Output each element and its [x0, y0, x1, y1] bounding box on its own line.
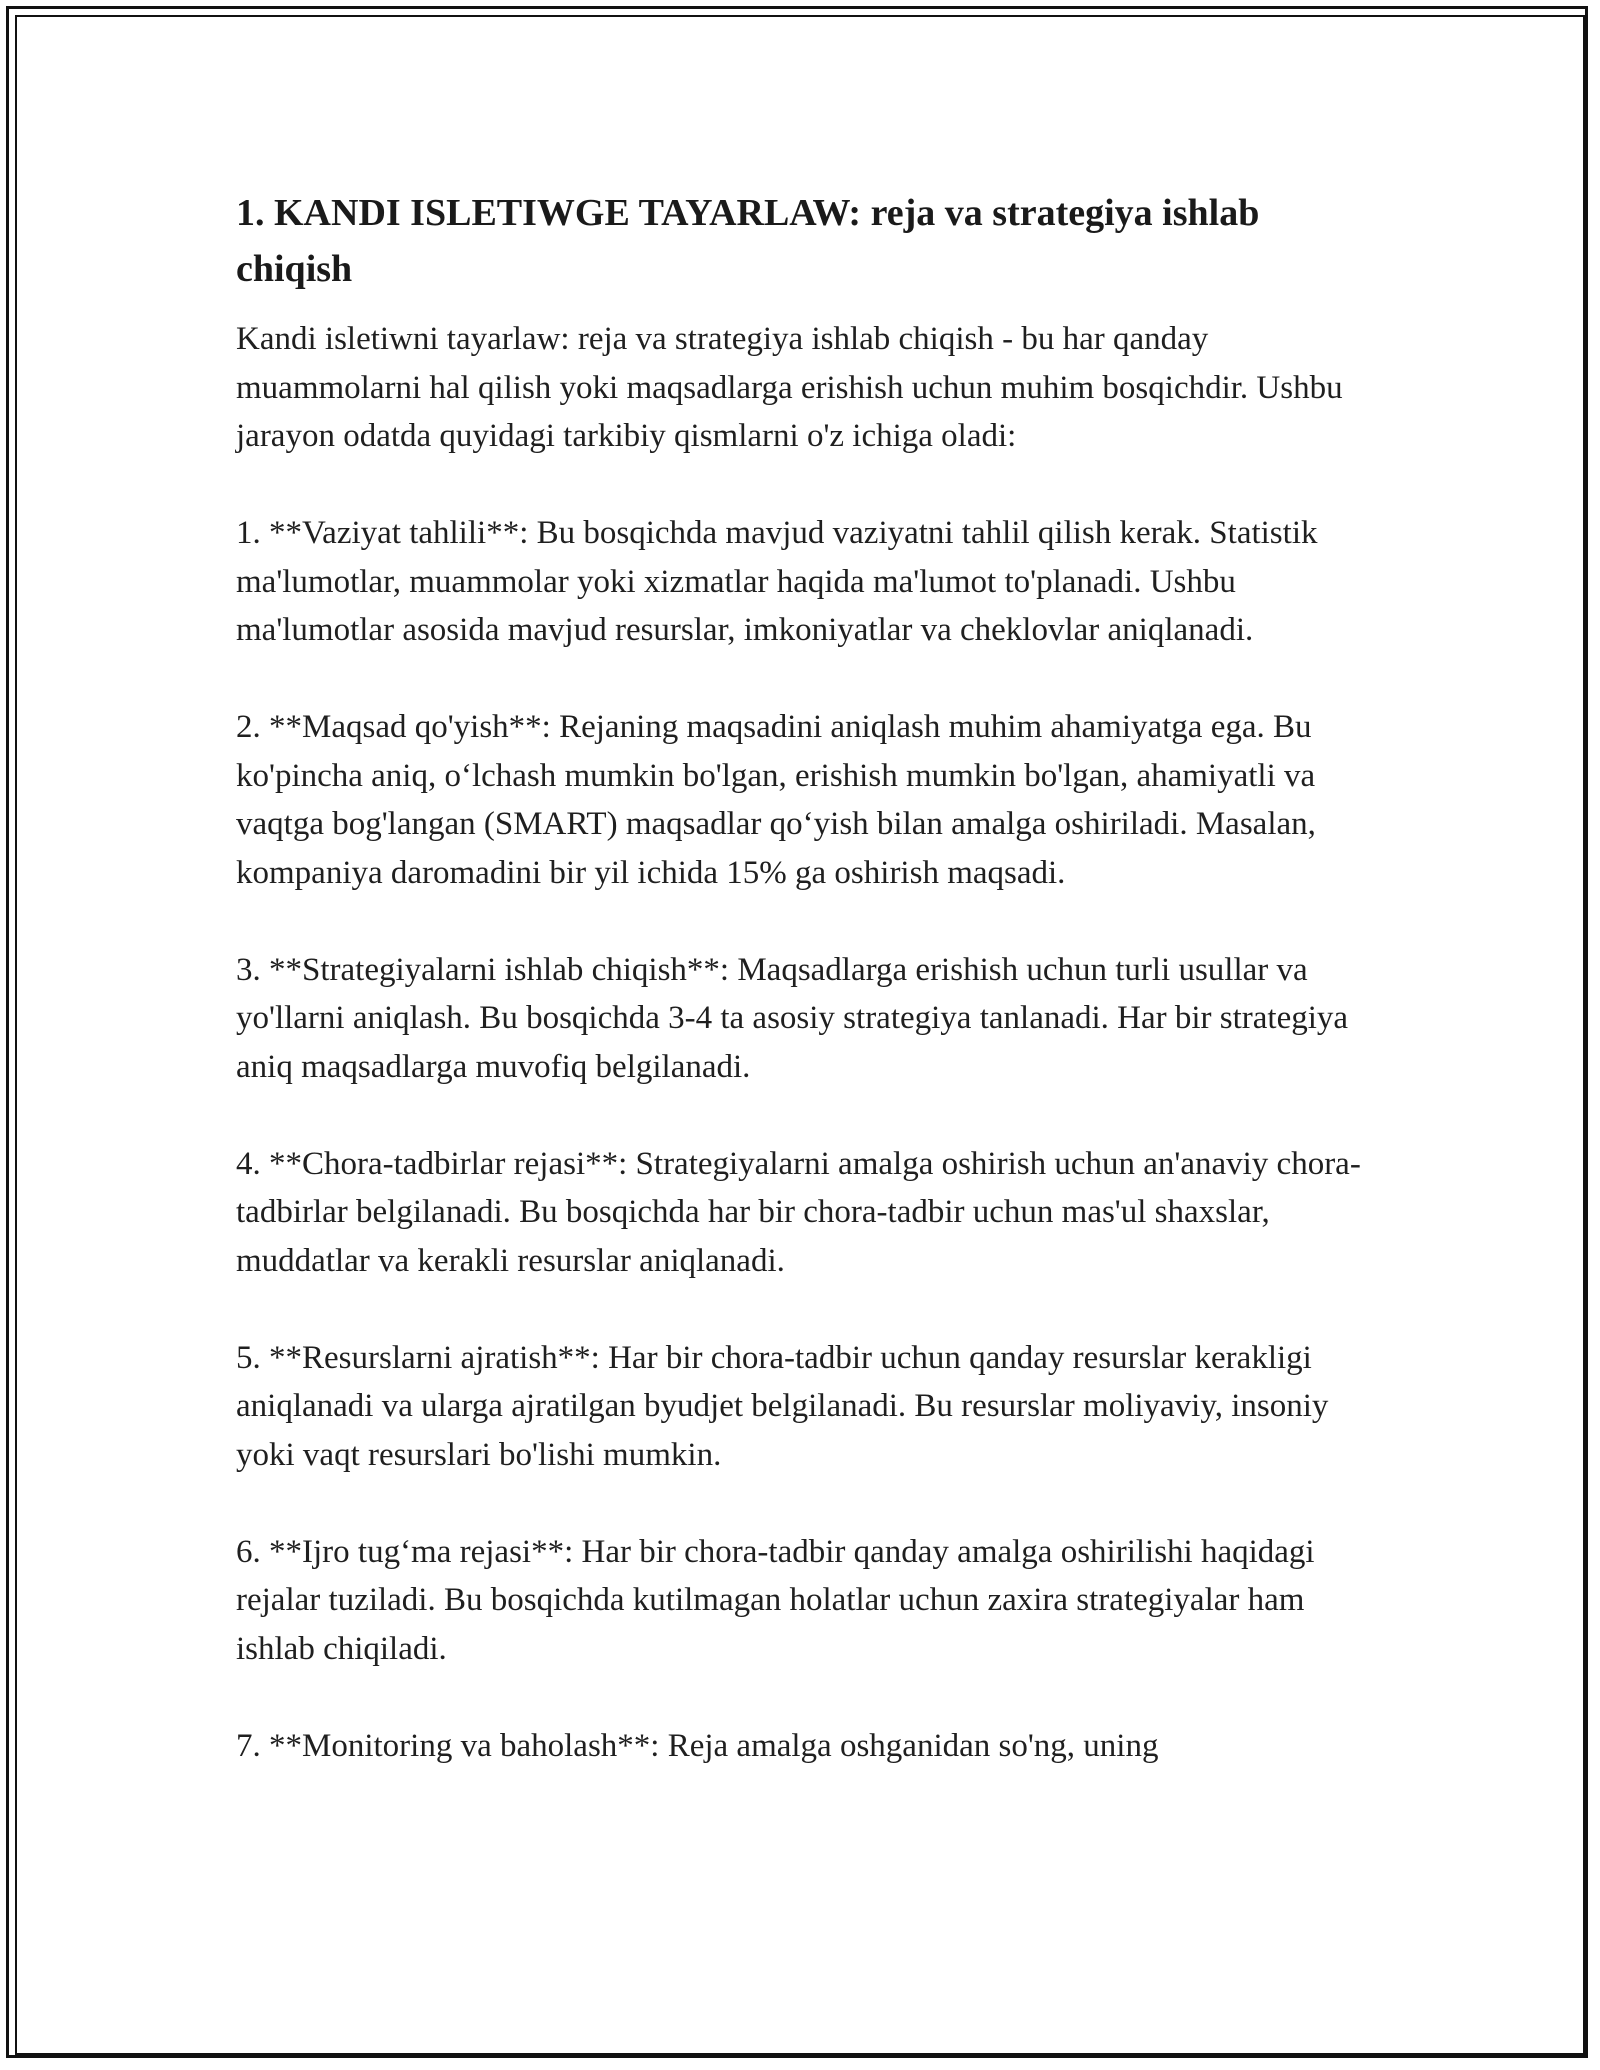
- list-item-3: 3. **Strategiyalarni ishlab chiqish**: Maqsadlarga erishish uchun turli usullar va yo'llarni aniqlash. Bu bosqichda 3-4 ta asosiy strategiya tanlanadi. Har bir strategiya aniq maqsadlarga muvofiq belgilanadi.: [236, 951, 1349, 1085]
- list-item-5: 5. **Resurslarni ajratish**: Har bir chora-tadbir uchun qanday resurslar kerakligi aniqlanadi va ularga ajratilgan byudjet belgilanadi. Bu resurslar moliyaviy, insoniy yoki vaqt resurslari bo'lishi mumkin.: [236, 1339, 1329, 1473]
- intro-paragraph: Kandi isletiwni tayarlaw: reja va strategiya ishlab chiqish - bu har qanday muammolarni hal qilish yoki maqsadlarga erishish uchun muhim bosqichdir. Ushbu jarayon odatda quyidagi tarkibiy qismlarni o'z ichiga oladi:: [236, 321, 1343, 454]
- list-item-6: 6. **Ijro tug‘ma rejasi**: Har bir chora-tadbir qanday amalga oshirilishi haqidagi rejalar tuziladi. Bu bosqichda kutilmagan holatlar uchun zaxira strategiyalar ham ishlab chiqiladi.: [236, 1533, 1315, 1667]
- document-title: 1. KANDI ISLETIWGE TAYARLAW: reja va strategiya ishlab chiqish: [236, 192, 1260, 290]
- list-item-4: 4. **Chora-tadbirlar rejasi**: Strategiyalarni amalga oshirish uchun an'anaviy chora-tadbirlar belgilanadi. Bu bosqichda har bir chora-tadbir uchun mas'ul shaxslar, muddatlar va kerakli resurslar aniqlanadi.: [236, 1145, 1361, 1279]
- list-item-7: 7. **Monitoring va baholash**: Reja amalga oshganidan so'ng, uning: [236, 1727, 1159, 1764]
- list-item-1: 1. **Vaziyat tahlili**: Bu bosqichda mavjud vaziyatni tahlil qilish kerak. Statistik ma'lumotlar, muammolar yoki xizmatlar haqida ma'lumot to'planadi. Ushbu ma'lumotlar asosida mavjud resurslar, imkoniyatlar va cheklovlar aniqlanadi.: [236, 515, 1318, 648]
- document-body: [236, 185, 1376, 1819]
- list-item-2: 2. **Maqsad qo'yish**: Rejaning maqsadini aniqlash muhim ahamiyatga ega. Bu ko'pincha aniq, o‘lchash mumkin bo'lgan, erishish mumkin bo'lgan, ahamiyatli va vaqtga bog'langan (SMART) maqsadlar qo‘yish bilan amalga oshiriladi. Masalan, kompaniya daromadini bir yil ichida 15% ga oshirish maqsadi.: [236, 709, 1316, 891]
